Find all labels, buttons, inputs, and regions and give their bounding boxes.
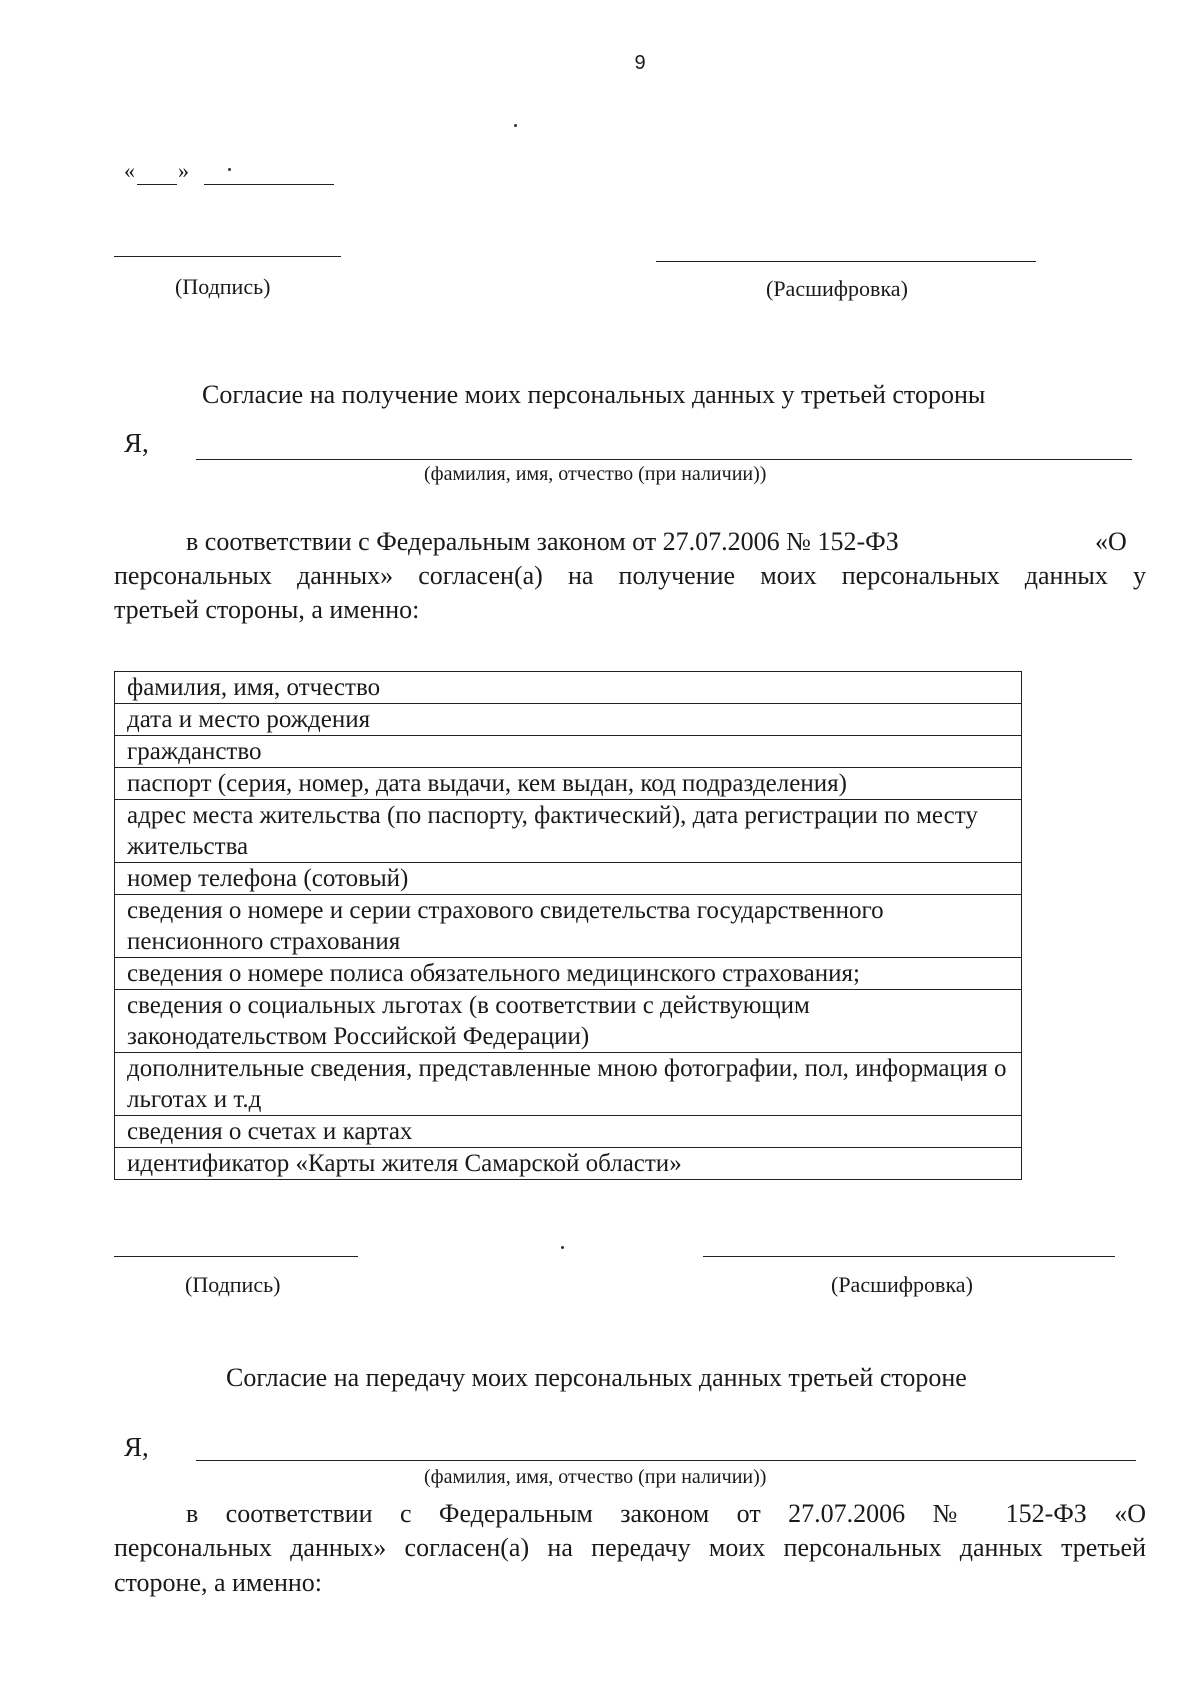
table-row bbox=[115, 736, 1022, 768]
paragraph-line-3: стороне, а именно: bbox=[114, 1568, 323, 1597]
ya-label: Я, bbox=[124, 1432, 149, 1462]
table-cell: номер телефона (сотовый) bbox=[115, 863, 1022, 895]
table-row bbox=[115, 895, 1022, 958]
table-cell: идентификатор «Карты жителя Самарской области» bbox=[115, 1148, 1022, 1180]
decoding-line bbox=[656, 261, 1036, 262]
scan-speck bbox=[514, 124, 517, 127]
paragraph-line-1: в соответствии с Федеральным законом от 27.07.2006 № 152-ФЗ «О bbox=[186, 1499, 1146, 1528]
section-title: Согласие на передачу моих персональных данных третьей стороне bbox=[226, 1363, 967, 1392]
decoding-label: (Расшифровка) bbox=[831, 1272, 973, 1297]
date-open-quote: « bbox=[124, 158, 135, 183]
table-cell: паспорт (серия, номер, дата выдачи, кем выдан, код подразделения) bbox=[115, 768, 1022, 800]
fio-hint: (фамилия, имя, отчество (при наличии)) bbox=[424, 1466, 767, 1488]
paragraph-line-3: третьей стороны, а именно: bbox=[114, 595, 420, 624]
date-close-quote: » bbox=[178, 158, 189, 183]
table-cell: дополнительные сведения, представленные мною фотографии, пол, информация о льготах и т.д bbox=[115, 1053, 1022, 1116]
table-row bbox=[115, 958, 1022, 990]
table-cell: сведения о социальных льготах (в соответствии с действующим законодательством Российской Федерации) bbox=[115, 990, 1022, 1053]
decoding-line bbox=[703, 1256, 1115, 1257]
table-cell: дата и место рождения bbox=[115, 704, 1022, 736]
table-row bbox=[115, 800, 1022, 863]
scan-speck bbox=[228, 168, 231, 171]
table-row bbox=[115, 704, 1022, 736]
signature-line bbox=[114, 256, 341, 257]
table-cell: гражданство bbox=[115, 736, 1022, 768]
table-cell: сведения о номере и серии страхового свидетельства государственного пенсионного страхования bbox=[115, 895, 1022, 958]
decoding-label: (Расшифровка) bbox=[766, 276, 908, 301]
month-year-blank-line bbox=[204, 184, 334, 185]
paragraph-line-1-right: «О bbox=[1095, 527, 1127, 556]
table-row bbox=[115, 1053, 1022, 1116]
table-row bbox=[115, 863, 1022, 895]
table-row bbox=[115, 1148, 1022, 1180]
table-cell: сведения о номере полиса обязательного медицинского страхования; bbox=[115, 958, 1022, 990]
signature-label: (Подпись) bbox=[175, 274, 271, 299]
personal-data-items-table bbox=[114, 671, 1022, 1180]
table-row bbox=[115, 990, 1022, 1053]
signature-line bbox=[114, 1256, 358, 1257]
paragraph-line-2: персональных данных» согласен(а) на получение моих персональных данных у bbox=[114, 561, 1146, 590]
scan-speck bbox=[561, 1246, 564, 1249]
table-cell: адрес места жительства (по паспорту, фактический), дата регистрации по месту жительства bbox=[115, 800, 1022, 863]
page-number: 9 bbox=[634, 52, 646, 74]
fio-hint: (фамилия, имя, отчество (при наличии)) bbox=[424, 463, 767, 485]
paragraph-line-1-left: в соответствии с Федеральным законом от 27.07.2006 № 152-ФЗ bbox=[186, 527, 899, 556]
fio-blank-line bbox=[196, 1460, 1136, 1461]
table-cell: сведения о счетах и картах bbox=[115, 1116, 1022, 1148]
table-cell: фамилия, имя, отчество bbox=[115, 672, 1022, 704]
section-title: Согласие на получение моих персональных данных у третьей стороны bbox=[202, 380, 986, 409]
table-row bbox=[115, 672, 1022, 704]
fio-blank-line bbox=[196, 459, 1132, 460]
ya-label: Я, bbox=[124, 428, 149, 458]
day-blank-line bbox=[137, 184, 177, 185]
paragraph-line-2: персональных данных» согласен(а) на передачу моих персональных данных третьей bbox=[114, 1533, 1146, 1562]
signature-label: (Подпись) bbox=[185, 1272, 281, 1297]
table-row bbox=[115, 768, 1022, 800]
table-row bbox=[115, 1116, 1022, 1148]
